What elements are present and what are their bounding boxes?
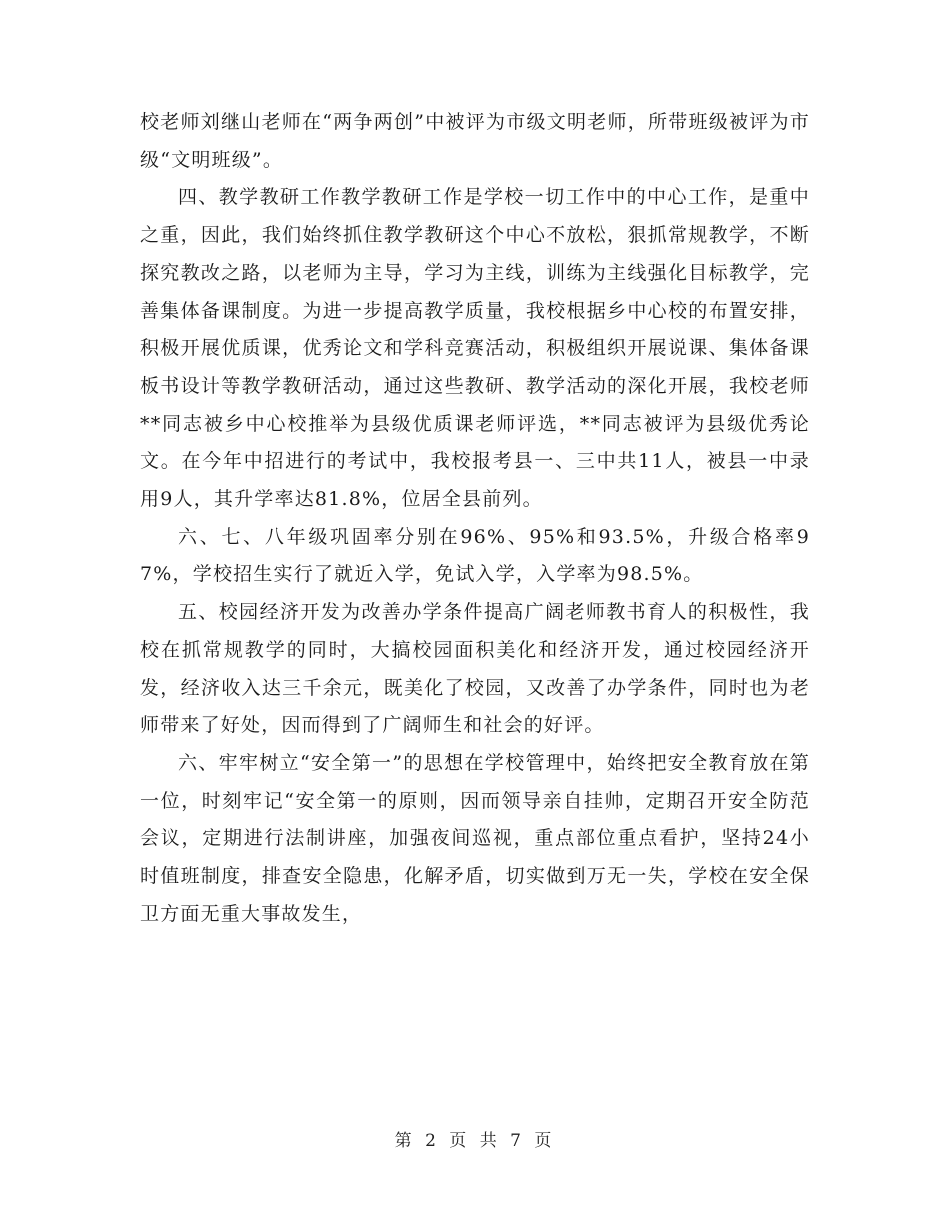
paragraph-award-continuation: 校老师刘继山老师在“两争两创”中被评为市级文明老师，所带班级被评为市级“文明班级”。 bbox=[140, 111, 810, 171]
paragraph-safety-first: 六、牢牢树立“安全第一”的思想在学校管理中，始终把安全教育放在第一位，时刻牢记“安全第一的原则，因而领导亲自挂帅，定期召开安全防范会议，定期进行法制讲座，加强夜间巡视，重点部位重点看护，坚持24小时值班制度，排查安全隐患，化解矛盾，切实做到万无一失，学校在安全保卫方面无重大事故发生， bbox=[140, 751, 810, 925]
paragraph-teaching-research: 四、教学教研工作教学教研工作是学校一切工作中的中心工作，是重中之重，因此，我们始终抓住教学教研这个中心不放松，狠抓常规教学，不断探究教改之路，以老师为主导，学习为主线，训练为主线强化目标教学，完善集体备课制度。为进一步提高教学质量，我校根据乡中心校的布置安排，积极开展优质课，优秀论文和学科竞赛活动，积极组织开展说课、集体备课板书设计等教学教研活动，通过这些教研、教学活动的深化开展，我校老师**同志被乡中心校推举为县级优质课老师评选，**同志被评为县级优秀论文。在今年中招进行的考试中，我校报考县一、三中共11人，被县一中录用9人，其升学率达81.8%，位居全县前列。 bbox=[140, 186, 810, 511]
paragraph-campus-economy: 五、校园经济开发为改善办学条件提高广阔老师教书育人的积极性，我校在抓常规教学的同时，大搞校园面积美化和经济开发，通过校园经济开发，经济收入达三千余元，既美化了校园，又改善了办学条件，同时也为老师带来了好处，因而得到了广阔师生和社会的好评。 bbox=[140, 601, 810, 737]
paragraph-retention-rates: 六、七、八年级巩固率分别在96%、95%和93.5%，升级合格率97%，学校招生实行了就近入学，免试入学，入学率为98.5%。 bbox=[140, 525, 810, 586]
page-number-footer: 第 2 页 共 7 页 bbox=[394, 1131, 556, 1151]
document-body bbox=[140, 104, 810, 933]
